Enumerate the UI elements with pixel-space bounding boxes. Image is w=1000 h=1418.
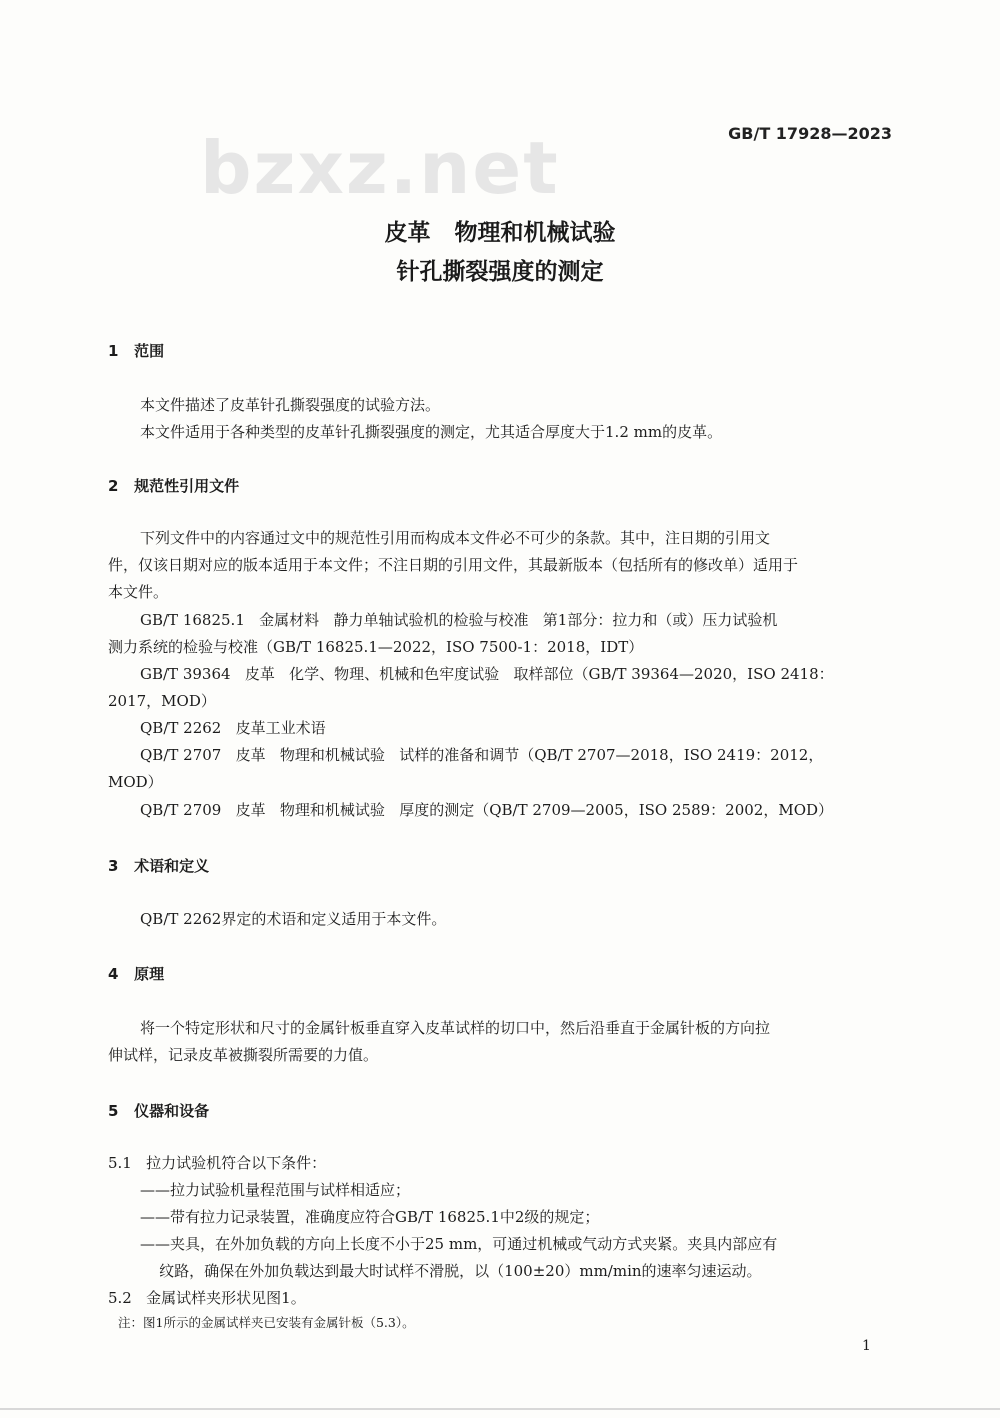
section-3-heading: 3 术语和定义 [108, 857, 210, 875]
reference-entry: MOD） [108, 773, 163, 791]
list-item: 纹路，确保在外加负载达到最大时试样不滑脱，以（100±20）mm/min的速率匀速运动。 [140, 1262, 762, 1280]
section-2-paragraph: 本文件。 [108, 583, 169, 601]
clause-5-1: 5.1 拉力试验机符合以下条件： [108, 1154, 327, 1172]
section-4-heading: 4 原理 [108, 965, 165, 983]
reference-entry: GB/T 16825.1 金属材料 静力单轴试验机的检验与校准 第1部分：拉力和（或）压力试验机 [140, 611, 778, 629]
section-4-paragraph: 伸试样，记录皮革被撕裂所需要的力值。 [108, 1046, 379, 1064]
title-line-2: 针孔撕裂强度的测定 [396, 259, 604, 285]
standard-number: GB/T 17928—2023 [728, 124, 892, 143]
section-2-paragraph: 件，仅该日期对应的版本适用于本文件；不注日期的引用文件，其最新版本（包括所有的修改单）适用于 [108, 556, 799, 574]
reference-entry: 2017，MOD） [108, 692, 216, 710]
list-item: ——带有拉力记录装置，准确度应符合GB/T 16825.1中2级的规定； [140, 1208, 600, 1226]
section-1-paragraph: 本文件描述了皮革针孔撕裂强度的试验方法。 [140, 396, 441, 414]
section-5-heading: 5 仪器和设备 [108, 1102, 210, 1120]
section-2-paragraph: 下列文件中的内容通过文中的规范性引用而构成本文件必不可少的条款。其中，注日期的引用文 [140, 529, 771, 547]
reference-entry: QB/T 2707 皮革 物理和机械试验 试样的准备和调节（QB/T 2707—2018，ISO 2419：2012， [140, 746, 824, 764]
list-item: ——拉力试验机量程范围与试样相适应； [140, 1181, 411, 1199]
section-3-paragraph: QB/T 2262界定的术语和定义适用于本文件。 [140, 910, 447, 928]
page-edge-divider [0, 1408, 1000, 1410]
section-1-paragraph: 本文件适用于各种类型的皮革针孔撕裂强度的测定，尤其适合厚度大于1.2 mm的皮革。 [140, 423, 723, 441]
note: 注：图1所示的金属试样夹已安装有金属针板（5.3）。 [118, 1315, 415, 1330]
clause-5-2: 5.2 金属试样夹形状见图1。 [108, 1289, 306, 1307]
page-number: 1 [862, 1338, 871, 1354]
watermark: bzxz.net [200, 126, 560, 210]
title-line-1: 皮革 物理和机械试验 [384, 220, 616, 246]
section-1-heading: 1 范围 [108, 342, 165, 360]
reference-entry: GB/T 39364 皮革 化学、物理、机械和色牢度试验 取样部位（GB/T 39364—2020，ISO 2418： [140, 665, 834, 683]
section-2-heading: 2 规范性引用文件 [108, 477, 240, 495]
list-item: ——夹具，在外加负载的方向上长度不小于25 mm，可通过机械或气动方式夹紧。夹具内部应有 [140, 1235, 778, 1253]
section-4-paragraph: 将一个特定形状和尺寸的金属针板垂直穿入皮革试样的切口中，然后沿垂直于金属针板的方向拉 [140, 1019, 771, 1037]
reference-entry: 测力系统的检验与校准（GB/T 16825.1—2022，ISO 7500-1：2018，IDT） [108, 638, 644, 656]
reference-entry: QB/T 2262 皮革工业术语 [140, 719, 326, 737]
reference-entry: QB/T 2709 皮革 物理和机械试验 厚度的测定（QB/T 2709—2005，ISO 2589：2002，MOD） [140, 801, 834, 819]
